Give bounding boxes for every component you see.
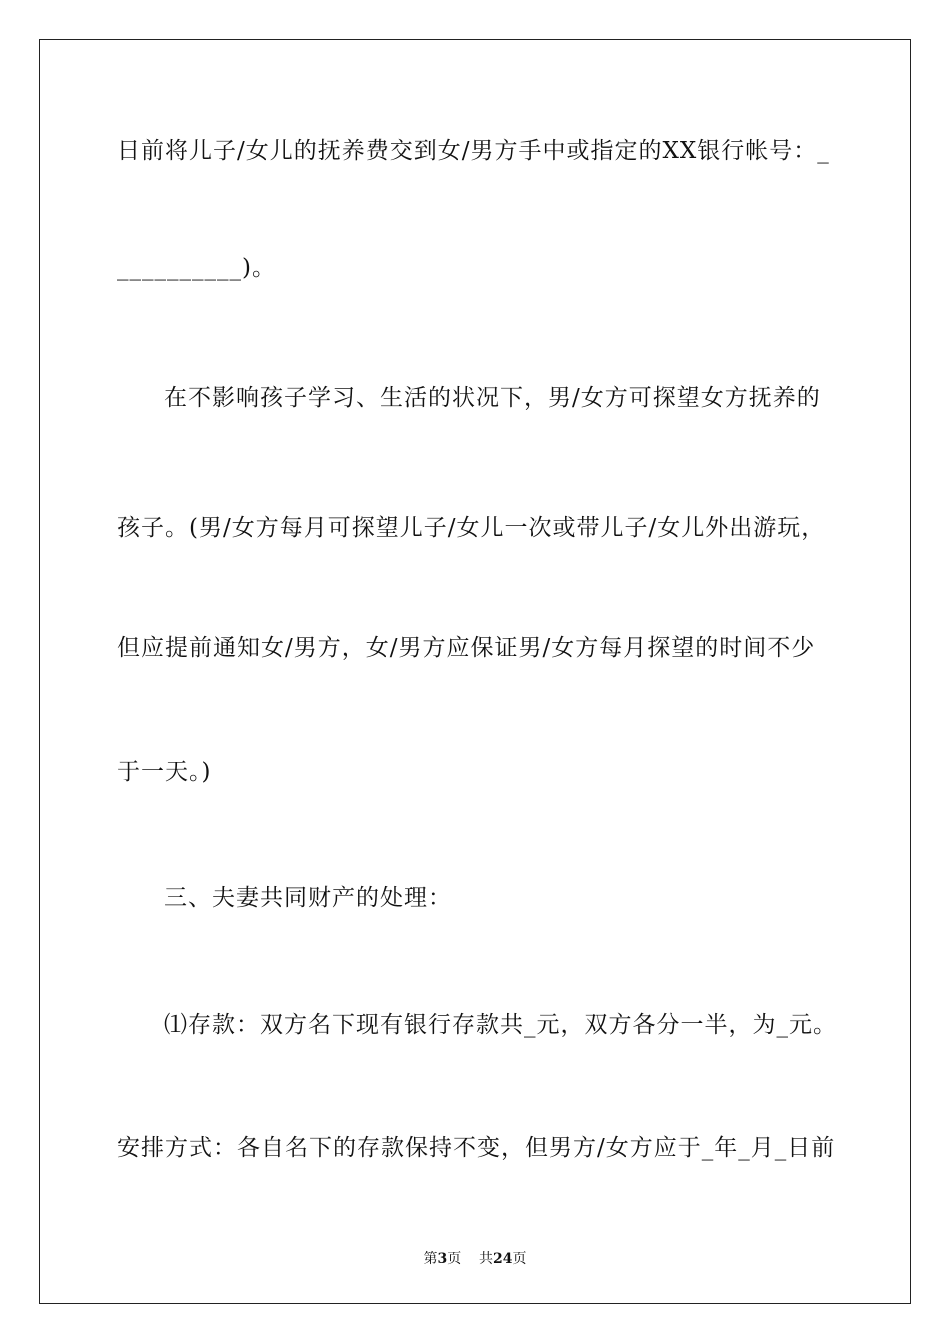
- body-line-1: 日前将儿子/女儿的抚养费交到女/男方手中或指定的XX银行帐号：_: [117, 138, 830, 164]
- page-prefix: 第: [423, 1251, 438, 1267]
- total-prefix: 共: [479, 1251, 494, 1267]
- body-line-5: 但应提前通知女/男方，女/男方应保证男/女方每月探望的时间不少: [117, 635, 816, 661]
- body-line-9: 安排方式：各自名下的存款保持不变，但男方/女方应于_年_月_日前: [117, 1135, 836, 1161]
- body-line-2: __________)。: [117, 255, 276, 281]
- body-line-8: ⑴存款：双方名下现有银行存款共_元，双方各分一半，为_元。: [164, 1012, 837, 1038]
- page-number: 3: [437, 1251, 448, 1267]
- page-border: [39, 39, 911, 1304]
- page-suffix: 页: [447, 1251, 462, 1267]
- body-line-6: 于一天。): [117, 759, 212, 785]
- page-footer: [0, 1248, 950, 1268]
- body-line-4: 孩子。(男/女方每月可探望儿子/女儿一次或带儿子/女儿外出游玩，: [117, 515, 826, 541]
- section-heading: 三、夫妻共同财产的处理：: [164, 885, 452, 911]
- total-pages: 24: [493, 1251, 513, 1267]
- body-line-3: 在不影响孩子学习、生活的状况下，男/女方可探望女方抚养的: [164, 385, 821, 411]
- total-suffix: 页: [512, 1251, 527, 1267]
